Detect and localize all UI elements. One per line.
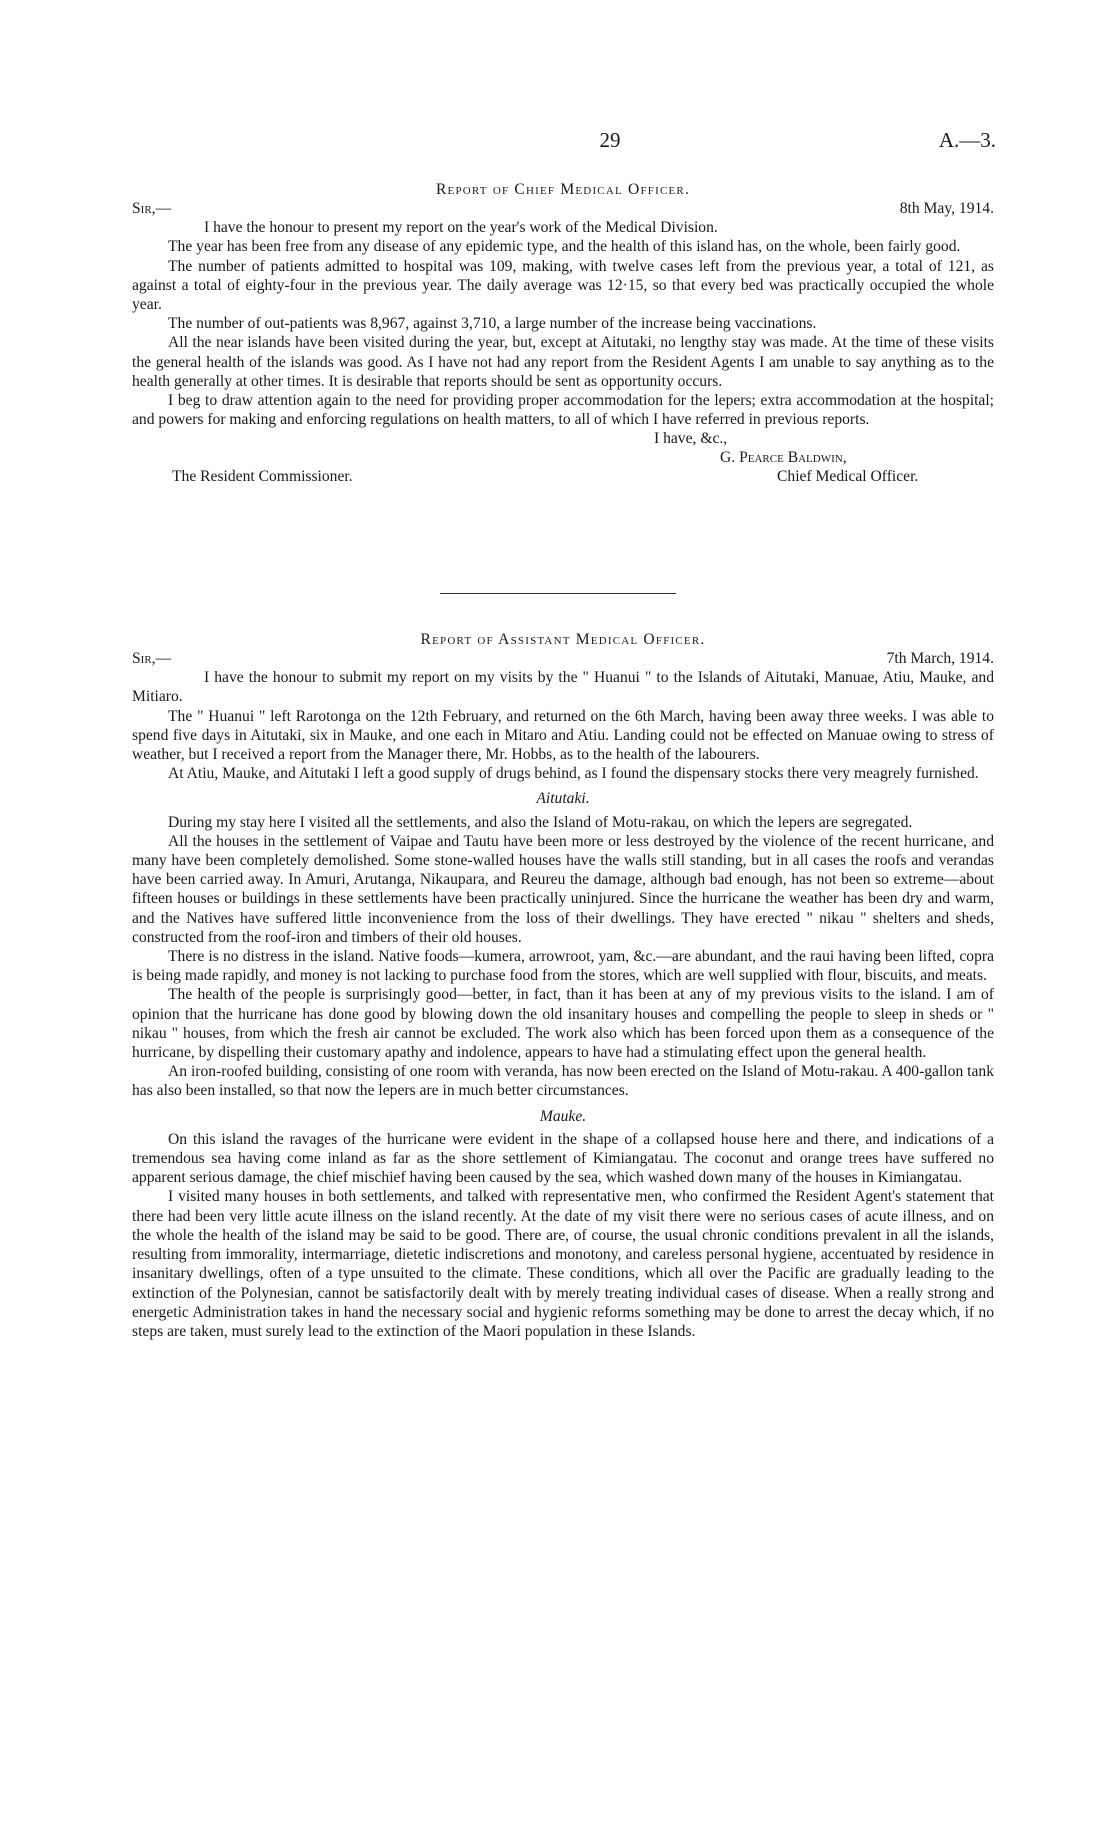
paragraph: I have the honour to present my report on the year's work of the Medical Division. bbox=[204, 219, 718, 237]
section-divider bbox=[440, 593, 676, 594]
report-date: 7th March, 1914. bbox=[886, 650, 994, 668]
paragraph: I have the honour to submit my report on my visits by the " Huanui " to the Islands of Aitutaki, Manuae, Atiu, Mauke, and Mitiaro. bbox=[132, 669, 994, 706]
report-title: Report of Chief Medical Officer. bbox=[435, 181, 691, 198]
paragraph: The health of the people is surprisingly good—better, in fact, than it has been at any of my previous visits to the island. I am of opinion that the hurricane has done good by blowing down the old insanitary houses and compelling the people to sleep in sheds or " nikau " houses, from which the fresh air cannot be excluded. The work also which has been forced upon them as a consequence of the hurricane, by dispelling their customary apathy and indolence, appears to have had a stimulating effect upon the general health. bbox=[132, 986, 994, 1062]
paragraph: The number of out-patients was 8,967, against 3,710, a large number of the increase being vaccinations. bbox=[168, 315, 817, 333]
salutation-row bbox=[132, 199, 994, 218]
paragraph: There is no distress in the island. Native foods—kumera, arrowroot, yam, &c.—are abundant, and the raui having been lifted, copra is being made rapidly, and money is not lacking to purchase food from the stores, which are well supplied with flour, biscuits, and meats. bbox=[132, 948, 994, 985]
signer-name bbox=[720, 448, 847, 467]
paragraph: The number of patients admitted to hospital was 109, making, with twelve cases left from the previous year, a total of 121, as against a total of eighty-four in the previous year. The daily average was 12·15, so that every bed was practically occupied the whole year. bbox=[132, 257, 994, 314]
paragraph: I beg to draw attention again to the need for providing proper accommodation for the lepers; extra accommodation at the hospital; and powers for making and enforcing regulations on health matters, to all of which I have referred in previous reports. bbox=[132, 392, 994, 429]
paragraph: On this island the ravages of the hurricane were evident in the shape of a collapsed house here and there, and indications of a tremendous sea having come inland as far as the shore settlement of Kimiangatau. The coconut and orange trees have suffered no apparent serious damage, the chief mischief having been caused by the sea, which washed down many of the houses in Kimiangatau. bbox=[132, 1130, 994, 1187]
paragraph: During my stay here I visited all the settlements, and also the Island of Motu-rakau, on which the lepers are segregated. bbox=[168, 813, 913, 831]
salutation-row bbox=[132, 649, 994, 668]
salutation: Sir,— bbox=[132, 650, 172, 668]
signer-title: Chief Medical Officer. bbox=[777, 468, 919, 486]
section-heading-aitutaki: Aitutaki. bbox=[536, 790, 590, 808]
paragraph: An iron-roofed building, consisting of one room with veranda, has now been erected on the Island of Motu-rakau. A 400-gallon tank has also been installed, so that now the lepers are in much better circumstances. bbox=[132, 1063, 994, 1100]
assistant-medical-officer-report bbox=[132, 630, 994, 1341]
paragraph: All the houses in the settlement of Vaipae and Tautu have been more or less destroyed by the violence of the recent hurricane, and many have been completely demolished. Some stone-walled houses have the walls still standing, but in all cases the roofs and verandas have been carried away. In Amuri, Arutanga, Nikaupara, and Reureu the damage, although bad enough, has not been so extreme—about fifteen houses or buildings in these settlements have been practically uninjured. Since the hurricane the weather has been dry and warm, and the Natives have suffered little inconvenience from the loss of their dwellings. They have erected " nikau " shelters and sheds, constructed from the roof-iron and timbers of their old houses. bbox=[132, 832, 994, 946]
document-reference: A.—3. bbox=[938, 128, 996, 152]
signature-block bbox=[132, 429, 994, 489]
paragraph: I visited many houses in both settlements, and talked with representative men, who confirmed the Resident Agent's statement that there had been very little acute illness on the island recently. At the date of my visit there were no serious cases of acute illness, and on the whole the health of the island may be said to be good. There are, of course, the usual chronic conditions prevalent in all the islands, resulting from immorality, intermarriage, dietetic indiscretions and monotony, and careless personal hygiene, accentuated by residence in insanitary dwellings, often of a type unsuited to the climate. These conditions, which all over the Pacific are gradually leading to the extinction of the Polynesian, cannot be satisfactorily dealt with by merely treating individual cases of disease. When a really strong and energetic Administration takes in hand the necessary social and hygienic reforms something may be done to arrest the decay which, if no steps are taken, must surely lead to the extinction of the Maori population in these Islands. bbox=[132, 1188, 994, 1340]
page-number: 29 bbox=[599, 128, 621, 152]
section-heading-mauke: Mauke. bbox=[539, 1107, 587, 1125]
chief-medical-officer-report bbox=[132, 180, 994, 489]
signer-initial: G. bbox=[720, 449, 736, 467]
addressee: The Resident Commissioner. bbox=[172, 468, 353, 486]
paragraph: All the near islands have been visited during the year, but, except at Aitutaki, no lengthy stay was made. At the time of these visits the general health of the islands was good. As I have not had any report from the Resident Agents I am unable to say anything as to the health generally at other times. It is desirable that reports should be sent as opportunity occurs. bbox=[132, 334, 994, 390]
paragraph: The year has been free from any disease of any epidemic type, and the health of this island has, on the whole, been fairly good. bbox=[168, 238, 961, 256]
page-header bbox=[130, 128, 996, 156]
closing: I have, &c., bbox=[654, 430, 728, 448]
report-date: 8th May, 1914. bbox=[899, 200, 994, 218]
paragraph: At Atiu, Mauke, and Aitutaki I left a good supply of drugs behind, as I found the dispensary stocks there very meagrely furnished. bbox=[168, 765, 979, 783]
report-title: Report of Assistant Medical Officer. bbox=[420, 631, 706, 648]
paragraph: The " Huanui " left Rarotonga on the 12th February, and returned on the 6th March, having been away three weeks. I was able to spend five days in Aitutaki, six in Mauke, and one each in Mitaro and Atiu. Landing could not be effected on Manuae owing to stress of weather, but I received a report from the Manager there, Mr. Hobbs, as to the health of the labourers. bbox=[132, 707, 994, 764]
signer-surname: Pearce Baldwin, bbox=[739, 449, 847, 467]
salutation: Sir,— bbox=[132, 200, 172, 218]
